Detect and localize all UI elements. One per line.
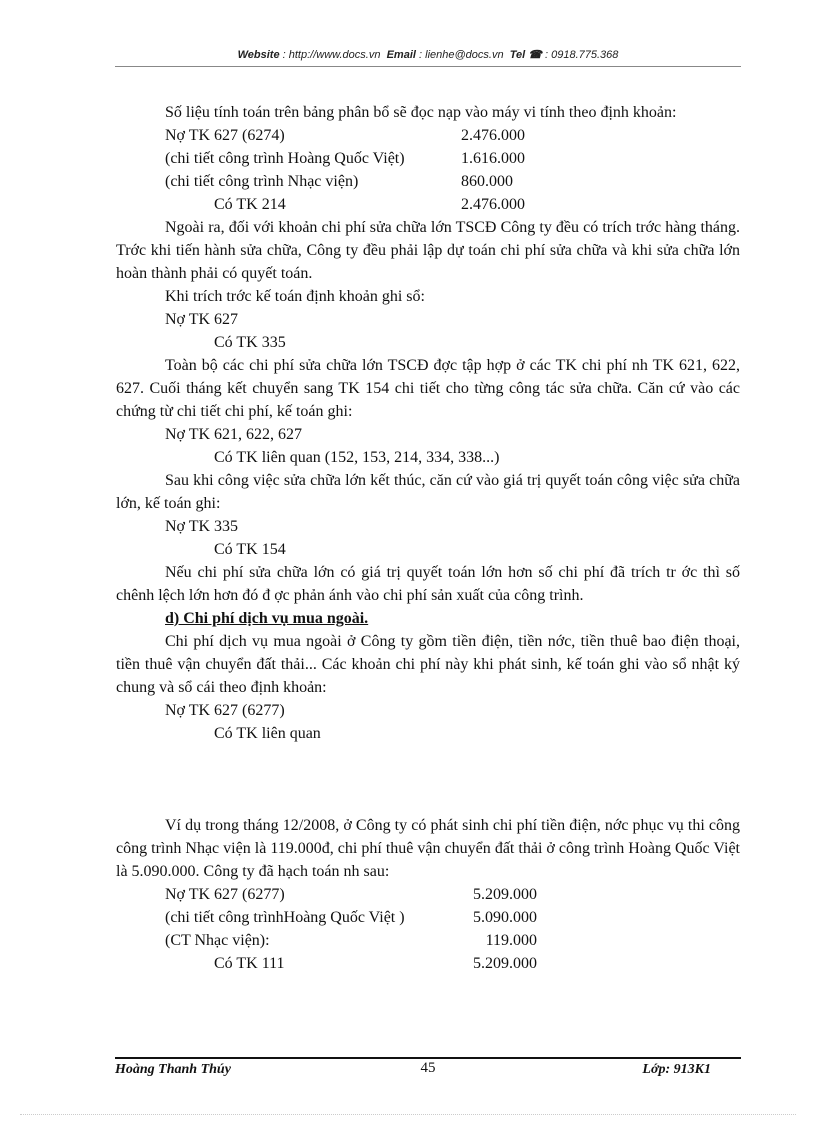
- entry-account: (chi tiết công trìnhHoàng Quốc Việt ): [165, 909, 405, 926]
- entry-amount: 860.000: [461, 173, 513, 190]
- document-body: [116, 101, 740, 975]
- footer-author: Hoàng Thanh Thúy: [115, 1062, 231, 1077]
- paragraph: Toàn bộ các chi phí sửa chữa lớn TSCĐ đợc tập hợp ở các TK chi phí nh TK 621, 622, 627. Cuối tháng kết chuyển sang TK 154 chi tiết cho từng công tác sửa chữa. Căn cứ vào các chứng từ chi tiết chi phí, kế toán ghi:: [116, 357, 740, 420]
- paragraph: Sau khi công việc sửa chữa lớn kết thúc, căn cứ vào giá trị quyết toán công việc sửa chữa lớn, kế toán ghi:: [116, 472, 740, 512]
- header-divider: [115, 66, 741, 67]
- blank-space: [116, 745, 740, 814]
- header-website-label: Website: [237, 49, 280, 61]
- paragraph: Ngoài ra, đối với khoản chi phí sửa chữa lớn TSCĐ Công ty đều có trích trớc hàng tháng. Trớc khi tiến hành sửa chữa, Công ty đều phải lập dự toán chi phí sửa chữa và khi sửa chữa lớn hoàn thành phải có quyết toán.: [116, 219, 740, 282]
- page-footer: [115, 1060, 741, 1080]
- entry-amount: 2.476.000: [461, 196, 525, 213]
- entry-credit: Có TK 154: [214, 541, 286, 558]
- paragraph: Chi phí dịch vụ mua ngoài ở Công ty gồm tiền điện, tiền nớc, tiền thuê bao điện thoại, tiền thuê vận chuyển đất thải... Các khoản chi phí này khi phát sinh, kế toán ghi vào sổ nhật ký chung và sổ cái theo định khoản:: [116, 633, 740, 696]
- entry-credit: Có TK liên quan: [214, 725, 321, 742]
- bottom-dotted-rule: [20, 1114, 796, 1115]
- entry-account: (CT Nhạc viện):: [165, 932, 270, 949]
- header-email-label: Email: [386, 49, 416, 61]
- entry-line: [116, 170, 740, 193]
- header-tel-label: Tel ☎: [509, 49, 542, 61]
- entry-amount: 2.476.000: [461, 127, 525, 144]
- entry-account: Nợ TK 627 (6277): [165, 886, 285, 903]
- entry-line: [116, 193, 740, 216]
- entry-account: (chi tiết công trình Hoàng Quốc Việt): [165, 150, 405, 167]
- entry-amount: 5.209.000: [473, 955, 537, 972]
- entry-debit: Nợ TK 335: [165, 518, 239, 535]
- entry-debit: Nợ TK 621, 622, 627: [165, 426, 303, 443]
- entry-line: [116, 147, 740, 170]
- entry-account: Nợ TK 627 (6274): [165, 127, 285, 144]
- entry-debit: Nợ TK 627: [165, 311, 239, 328]
- paragraph-short: Khi trích trớc kế toán định khoản ghi sổ:: [165, 288, 425, 305]
- paragraph: Nếu chi phí sửa chữa lớn có giá trị quyết toán lớn hơn số chi phí đã trích tr ớc thì số chênh lệch lớn hơn đó đ ợc phản ánh vào chi phí sản xuất của công trình.: [116, 564, 740, 604]
- entry-amount: 119.000: [485, 932, 537, 949]
- entry-debit: Nợ TK 627 (6277): [165, 702, 285, 719]
- page-number: 45: [420, 1060, 436, 1076]
- entry-credit: Có TK liên quan (152, 153, 214, 334, 338...): [214, 449, 500, 466]
- header-email-value: : lienhe@docs.vn: [419, 49, 504, 61]
- paragraph: Ví dụ trong tháng 12/2008, ở Công ty có phát sinh chi phí tiền điện, nớc phục vụ thi công công trình Nhạc viện là 119.000đ, chi phí thuê vận chuyển đất thải ở công trình Hoàng Quốc Việt là 5.090.000. Công ty đã hạch toán nh sau:: [116, 817, 740, 880]
- header-website-value: : http://www.docs.vn: [282, 49, 381, 61]
- entry-line: [116, 124, 740, 147]
- header-tel-value: : 0918.775.368: [545, 49, 619, 61]
- entry-line: [116, 883, 740, 906]
- entry-line: [116, 906, 740, 929]
- entry-account: Có TK 111: [214, 955, 285, 972]
- entry-amount: 5.090.000: [473, 909, 537, 926]
- paragraph: Số liệu tính toán trên bảng phân bổ sẽ đọc nạp vào máy vi tính theo định khoản:: [165, 104, 677, 121]
- entry-credit: Có TK 335: [214, 334, 286, 351]
- entry-amount: 1.616.000: [461, 150, 525, 167]
- page-header: [115, 48, 741, 61]
- footer-divider: [115, 1057, 741, 1059]
- entry-account: Có TK 214: [214, 196, 286, 213]
- entry-line: [116, 929, 740, 952]
- section-heading: d) Chi phí dịch vụ mua ngoài.: [165, 610, 369, 627]
- footer-class: Lớp: 913K1: [642, 1062, 711, 1077]
- entry-line: [116, 952, 740, 975]
- entry-account: (chi tiết công trình Nhạc viện): [165, 173, 359, 190]
- entry-amount: 5.209.000: [473, 886, 537, 903]
